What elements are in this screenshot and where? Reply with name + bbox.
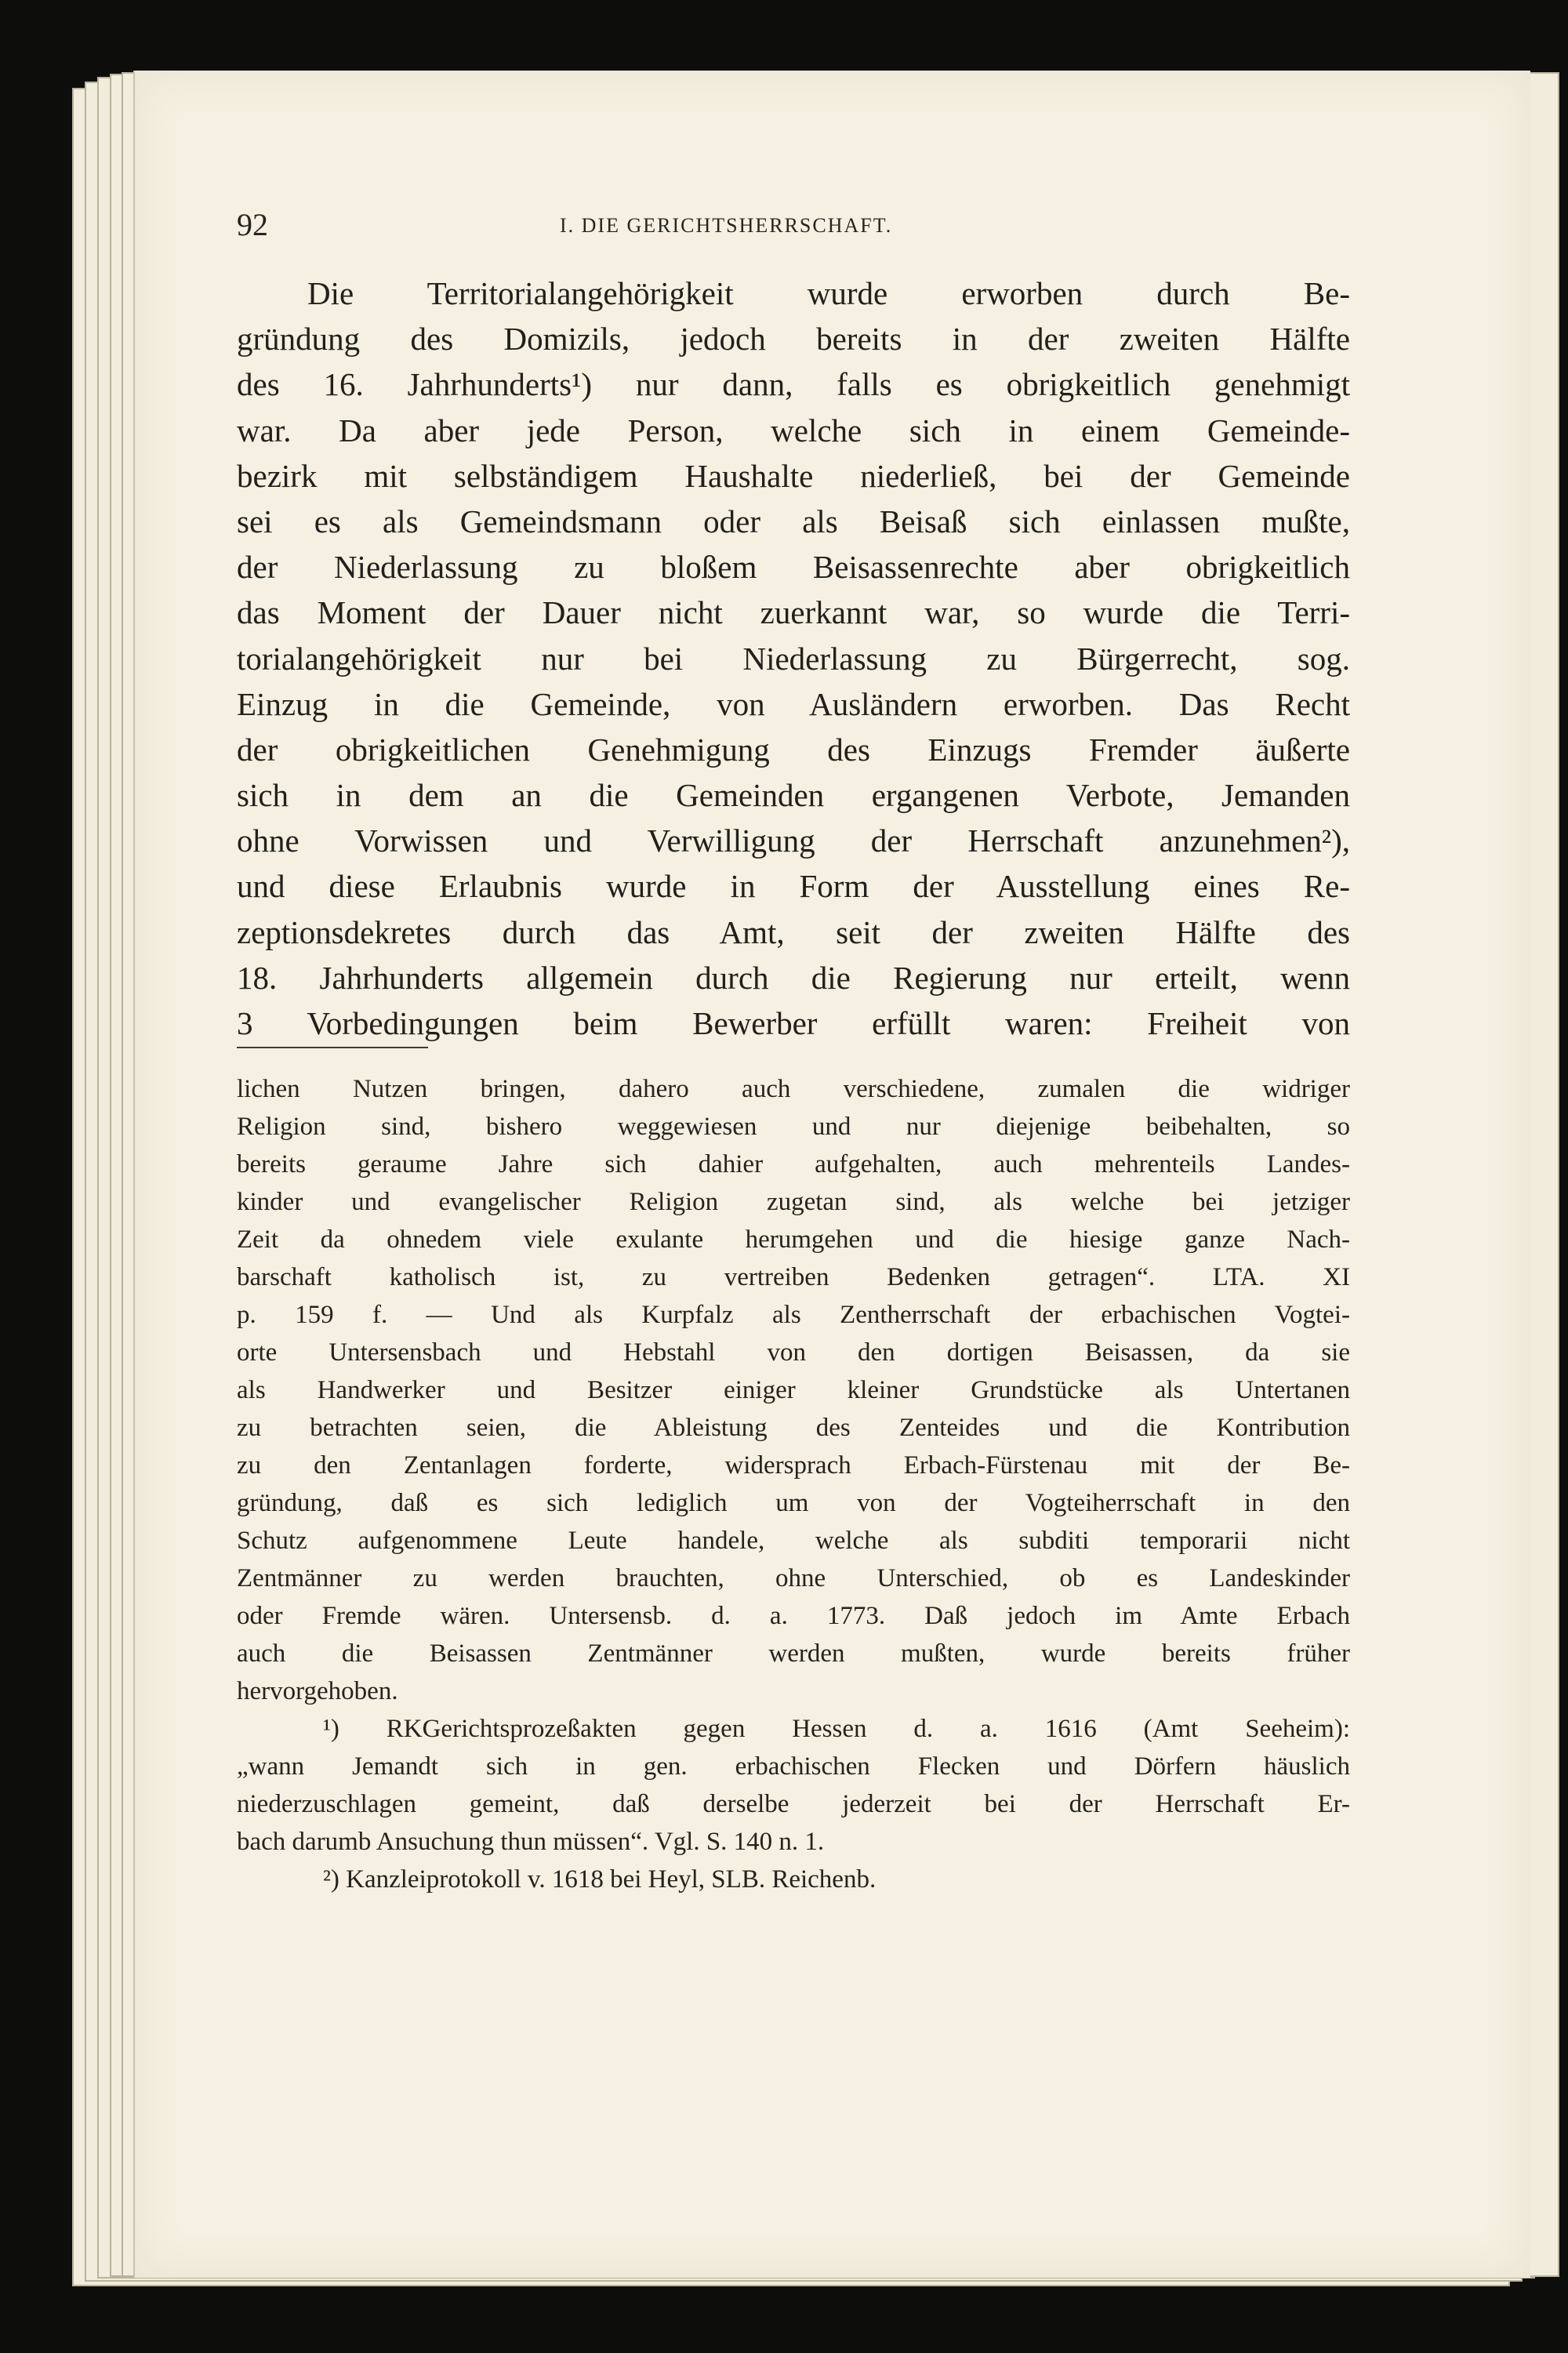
footnote-line: bereits geraume Jahre sich dahier aufgehalten, auch mehrenteils Landes- (237, 1150, 1350, 1178)
footnote-line: gründung, daß es sich lediglich um von der Vogteiherrschaft in den (237, 1489, 1350, 1517)
body-line: torialangehörigkeit nur bei Niederlassung zu Bürgerrecht, sog. (237, 640, 1350, 677)
body-line: gründung des Domizils, jedoch bereits in der zweiten Hälfte (237, 321, 1350, 358)
body-line: war. Da aber jede Person, welche sich in einem Gemeinde- (237, 412, 1350, 448)
footnote-line: zu den Zentanlagen forderte, widersprach Erbach-Fürstenau mit der Be- (237, 1451, 1350, 1480)
body-line: zeptionsdekretes durch das Amt, seit der zweiten Hälfte des (237, 913, 1350, 950)
footnote-divider (237, 1047, 428, 1048)
footnotes (237, 1070, 1350, 1898)
body-line: 18. Jahrhunderts allgemein durch die Regierung nur erteilt, wenn (237, 959, 1350, 996)
footnote-line: Zentmänner zu werden brauchten, ohne Unterschied, ob es Landeskinder (237, 1564, 1350, 1592)
footnote-line: Religion sind, bishero weggewiesen und nur diejenige beibehalten, so (237, 1113, 1350, 1141)
page-header (237, 205, 1350, 245)
main-text (237, 271, 1350, 1046)
footnote-line: barschaft katholisch ist, zu vertreiben Bedenken getragen“. LTA. XI (237, 1263, 1350, 1291)
body-line: sei es als Gemeindsmann oder als Beisaß sich einlassen mußte, (237, 503, 1350, 539)
body-line: Die Territorialangehörigkeit wurde erworben durch Be- (307, 275, 1350, 311)
book-page (133, 71, 1530, 2278)
body-line: des 16. Jahrhunderts¹) nur dann, falls es obrigkeitlich genehmigt (237, 366, 1350, 403)
footnote-1-line: niederzuschlagen gemeint, daß derselbe jederzeit bei der Herrschaft Er- (237, 1790, 1350, 1818)
footnote-line: orte Untersensbach und Hebstahl von den dortigen Beisassen, da sie (237, 1338, 1350, 1367)
body-line: bezirk mit selbständigem Haushalte niederließ, bei der Gemeinde (237, 457, 1350, 494)
body-line: der Niederlassung zu bloßem Beisassenrechte aber obrigkeitlich (237, 549, 1350, 586)
page-content (133, 71, 1530, 2278)
body-line: sich in dem an die Gemeinden ergangenen Verbote, Jemanden (237, 777, 1350, 814)
body-line: und diese Erlaubnis wurde in Form der Ausstellung eines Re- (237, 868, 1350, 905)
footnote-line: als Handwerker und Besitzer einiger kleiner Grundstücke als Untertanen (237, 1376, 1350, 1404)
footnote-line: oder Fremde wären. Untersensb. d. a. 1773. Daß jedoch im Amte Erbach (237, 1602, 1350, 1630)
body-line: das Moment der Dauer nicht zuerkannt war, so wurde die Terri- (237, 594, 1350, 631)
footnote-line: Zeit da ohnedem viele exulante herumgehen und die hiesige ganze Nach- (237, 1226, 1350, 1254)
footnote-1-line: „wann Jemandt sich in gen. erbachischen Flecken und Dörfern häuslich (237, 1752, 1350, 1781)
footnote-line: hervorgehoben. (237, 1677, 398, 1705)
body-line: ohne Vorwissen und Verwilligung der Herrschaft anzunehmen²), (237, 822, 1350, 859)
body-line: Einzug in die Gemeinde, von Ausländern erworben. Das Recht (237, 685, 1350, 722)
footnote-1-line: bach darumb Ansuchung thun müssen“. Vgl. S. 140 n. 1. (237, 1828, 825, 1856)
footnote-1-line: ¹) RKGerichtsprozeßakten gegen Hessen d. a. 1616 (Amt Seeheim): (323, 1715, 1350, 1743)
body-line: der obrigkeitlichen Genehmigung des Einzugs Fremder äußerte (237, 731, 1350, 768)
footnote-line: Schutz aufgenommene Leute handele, welche als subditi temporarii nicht (237, 1527, 1350, 1555)
body-line: 3 Vorbedingungen beim Bewerber erfüllt waren: Freiheit von (237, 1005, 1350, 1041)
footnote-line: kinder und evangelischer Religion zugetan sind, als welche bei jetziger (237, 1188, 1350, 1216)
footnote-line: auch die Beisassen Zentmänner werden mußten, wurde bereits früher (237, 1639, 1350, 1668)
footnote-line: zu betrachten seien, die Ableistung des Zenteides und die Kontribution (237, 1414, 1350, 1442)
footnote-2-line: ²) Kanzleiprotokoll v. 1618 bei Heyl, SLB. Reichenb. (323, 1865, 877, 1894)
page-number: 92 (237, 207, 268, 242)
running-title: I. DIE GERICHTSHERRSCHAFT. (560, 214, 893, 237)
footnote-line: lichen Nutzen bringen, dahero auch verschiedene, zumalen die widriger (237, 1075, 1350, 1103)
footnote-line: p. 159 f. — Und als Kurpfalz als Zentherrschaft der erbachischen Vogtei- (237, 1301, 1350, 1329)
